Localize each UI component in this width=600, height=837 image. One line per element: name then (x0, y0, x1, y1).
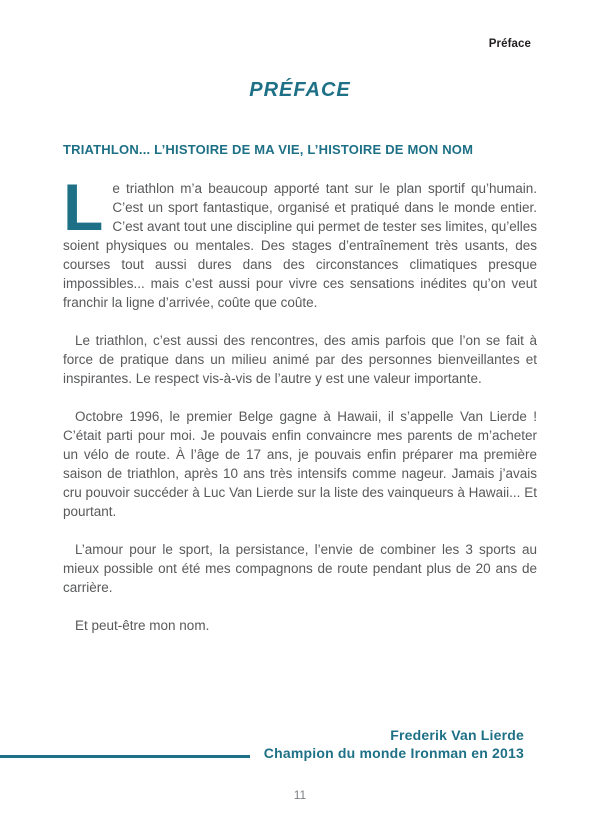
section-subtitle: TRIATHLON... L’HISTOIRE DE MA VIE, L’HISTOIRE DE MON NOM (63, 142, 474, 157)
signature-rule (0, 755, 250, 758)
paragraph: Le triathlon, c’est aussi des rencontres, des amis parfois que l’on se fait à force de pratique dans un milieu animé par des personnes bienveillantes et inspirantes. Le respect vis-à-vis de l’autre y est une valeur importante. (63, 333, 537, 386)
running-header: Préface (488, 38, 531, 50)
signature-title: Champion du monde Ironman en 2013 (263, 745, 524, 761)
chapter-title: PRÉFACE (249, 79, 351, 101)
paragraph: Octobre 1996, le premier Belge gagne à Hawaii, il s’appelle Van Lierde ! C’était parti pour moi. Je pouvais enfin convaincre mes parents de m’acheter un vélo de route. À l’âge de 17 ans, je pouvais enfin préparer ma première saison de triathlon, après 10 ans très intensifs comme nageur. Jamais j’avais cru pouvoir succéder à Luc Van Lierde sur la liste des vainqueurs à Hawaii... Et pourtant. (63, 409, 537, 519)
dropcap-letter: L (63, 170, 104, 244)
signature-block (264, 726, 524, 762)
lead-paragraph (63, 170, 537, 312)
signature-name: Frederik Van Lierde (390, 727, 524, 743)
paragraph: L’amour pour le sport, la persistance, l’envie de combiner les 3 sports au mieux possible ont été mes compagnons de route pendant plus de 20 ans de carrière. (63, 542, 537, 595)
lead-paragraph-text: e triathlon m’a beaucoup apporté tant sur le plan sportif qu’humain. C’est un sport fantastique, organisé et pratiqué dans le monde entier. C’est avant tout une discipline qui permet de tester ses limites, qu’elles soient physiques ou mentales. Des stages d’entraînement très usants, des courses tout aussi dures dans des circonstances climatiques presque impossibles... mais c’est aussi pour vivre ces sensations inédites qu’on veut franchir la ligne d’arrivée, coûte que coûte. (63, 181, 537, 310)
body-text (63, 170, 537, 635)
page-number: 11 (293, 788, 307, 802)
paragraph: Et peut-être mon nom. (75, 618, 210, 633)
